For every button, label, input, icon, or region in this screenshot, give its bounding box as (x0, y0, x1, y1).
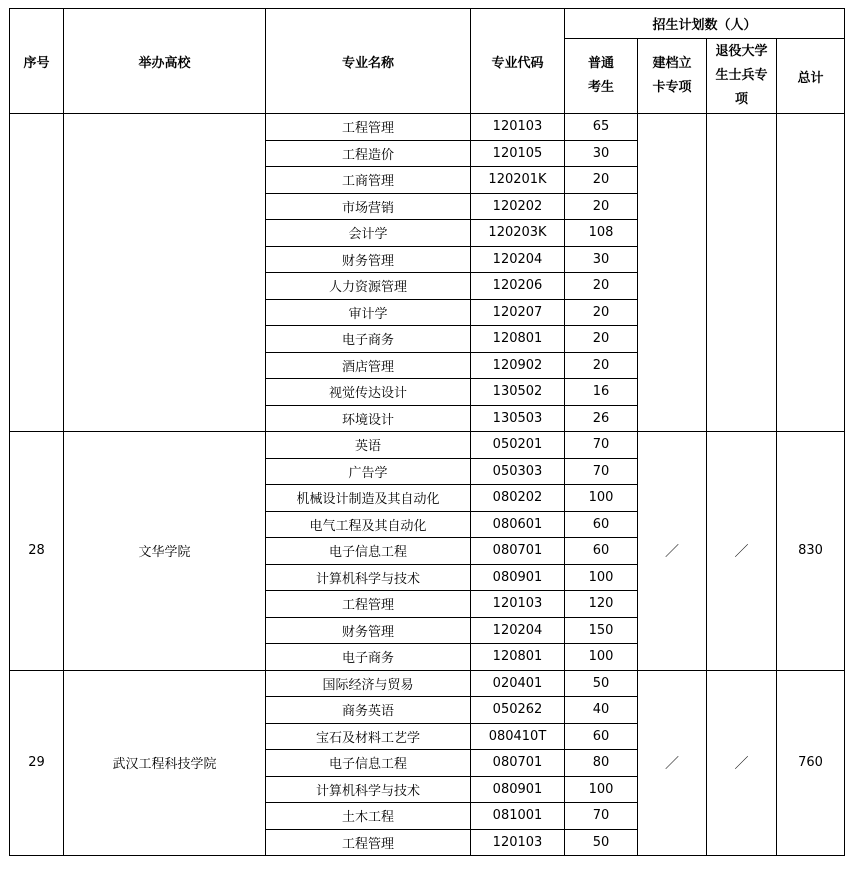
regular-count-cell: 120 (565, 591, 638, 618)
major-cell: 广告学 (266, 458, 471, 485)
regular-count-cell: 20 (565, 193, 638, 220)
header-school: 举办高校 (64, 9, 266, 114)
major-cell: 审计学 (266, 299, 471, 326)
major-cell: 工程造价 (266, 140, 471, 167)
table-header (10, 9, 845, 114)
regular-count-cell: 60 (565, 723, 638, 750)
regular-count-cell: 70 (565, 432, 638, 459)
code-cell: 120202 (471, 193, 565, 220)
total-count-cell: 760 (777, 670, 845, 856)
major-cell: 会计学 (266, 220, 471, 247)
major-cell: 环境设计 (266, 405, 471, 432)
regular-count-cell: 70 (565, 803, 638, 830)
school-cell (64, 114, 266, 432)
regular-count-cell: 20 (565, 167, 638, 194)
code-cell: 020401 (471, 670, 565, 697)
veteran-count-cell: ／ (707, 670, 777, 856)
major-cell: 市场营销 (266, 193, 471, 220)
code-cell: 080701 (471, 538, 565, 565)
code-cell: 120801 (471, 644, 565, 671)
veteran-count-cell: ／ (707, 432, 777, 671)
regular-count-cell: 50 (565, 670, 638, 697)
header-seq: 序号 (10, 9, 64, 114)
table-row (10, 114, 845, 141)
regular-count-cell: 20 (565, 299, 638, 326)
code-cell: 120103 (471, 829, 565, 856)
code-cell: 120203K (471, 220, 565, 247)
code-cell: 080701 (471, 750, 565, 777)
code-cell: 080410T (471, 723, 565, 750)
total-count-cell: 830 (777, 432, 845, 671)
regular-count-cell: 80 (565, 750, 638, 777)
regular-count-cell: 50 (565, 829, 638, 856)
header-plan-group: 招生计划数（人） (565, 9, 845, 39)
header-major: 专业名称 (266, 9, 471, 114)
table-body (10, 114, 845, 856)
regular-count-cell: 40 (565, 697, 638, 724)
code-cell: 050303 (471, 458, 565, 485)
major-cell: 土木工程 (266, 803, 471, 830)
code-cell: 120201K (471, 167, 565, 194)
regular-count-cell: 150 (565, 617, 638, 644)
enrollment-plan-table (9, 8, 845, 856)
regular-count-cell: 100 (565, 564, 638, 591)
regular-count-cell: 108 (565, 220, 638, 247)
poverty-count-cell (638, 114, 707, 432)
code-cell: 120801 (471, 326, 565, 353)
code-cell: 081001 (471, 803, 565, 830)
header-veteran: 退役大学生士兵专项 (707, 39, 777, 114)
regular-count-cell: 60 (565, 511, 638, 538)
major-cell: 工程管理 (266, 114, 471, 141)
code-cell: 050201 (471, 432, 565, 459)
code-cell: 120204 (471, 246, 565, 273)
regular-count-cell: 20 (565, 352, 638, 379)
regular-count-cell: 20 (565, 326, 638, 353)
seq-cell: 28 (10, 432, 64, 671)
major-cell: 电气工程及其自动化 (266, 511, 471, 538)
veteran-count-cell (707, 114, 777, 432)
header-total: 总计 (777, 39, 845, 114)
major-cell: 英语 (266, 432, 471, 459)
major-cell: 财务管理 (266, 246, 471, 273)
table-row (10, 670, 845, 697)
code-cell: 080901 (471, 776, 565, 803)
code-cell: 120105 (471, 140, 565, 167)
regular-count-cell: 20 (565, 273, 638, 300)
seq-cell: 29 (10, 670, 64, 856)
poverty-count-cell: ／ (638, 670, 707, 856)
total-count-cell (777, 114, 845, 432)
regular-count-cell: 30 (565, 140, 638, 167)
code-cell: 080601 (471, 511, 565, 538)
regular-count-cell: 30 (565, 246, 638, 273)
regular-count-cell: 100 (565, 644, 638, 671)
code-cell: 120204 (471, 617, 565, 644)
code-cell: 120206 (471, 273, 565, 300)
major-cell: 机械设计制造及其自动化 (266, 485, 471, 512)
major-cell: 人力资源管理 (266, 273, 471, 300)
code-cell: 120103 (471, 591, 565, 618)
header-poverty: 建档立卡专项 (638, 39, 707, 114)
major-cell: 国际经济与贸易 (266, 670, 471, 697)
code-cell: 120902 (471, 352, 565, 379)
major-cell: 工程管理 (266, 591, 471, 618)
regular-count-cell: 70 (565, 458, 638, 485)
major-cell: 电子商务 (266, 326, 471, 353)
major-cell: 计算机科学与技术 (266, 776, 471, 803)
code-cell: 120207 (471, 299, 565, 326)
regular-count-cell: 26 (565, 405, 638, 432)
major-cell: 酒店管理 (266, 352, 471, 379)
code-cell: 080202 (471, 485, 565, 512)
code-cell: 130502 (471, 379, 565, 406)
poverty-count-cell: ／ (638, 432, 707, 671)
major-cell: 商务英语 (266, 697, 471, 724)
major-cell: 电子信息工程 (266, 750, 471, 777)
major-cell: 工商管理 (266, 167, 471, 194)
major-cell: 电子商务 (266, 644, 471, 671)
table-row (10, 432, 845, 459)
code-cell: 050262 (471, 697, 565, 724)
regular-count-cell: 100 (565, 776, 638, 803)
code-cell: 120103 (471, 114, 565, 141)
major-cell: 工程管理 (266, 829, 471, 856)
regular-count-cell: 100 (565, 485, 638, 512)
seq-cell (10, 114, 64, 432)
major-cell: 财务管理 (266, 617, 471, 644)
regular-count-cell: 65 (565, 114, 638, 141)
code-cell: 080901 (471, 564, 565, 591)
major-cell: 宝石及材料工艺学 (266, 723, 471, 750)
header-regular: 普通考生 (565, 39, 638, 114)
school-cell: 文华学院 (64, 432, 266, 671)
major-cell: 电子信息工程 (266, 538, 471, 565)
regular-count-cell: 16 (565, 379, 638, 406)
header-code: 专业代码 (471, 9, 565, 114)
school-cell: 武汉工程科技学院 (64, 670, 266, 856)
major-cell: 计算机科学与技术 (266, 564, 471, 591)
major-cell: 视觉传达设计 (266, 379, 471, 406)
code-cell: 130503 (471, 405, 565, 432)
regular-count-cell: 60 (565, 538, 638, 565)
